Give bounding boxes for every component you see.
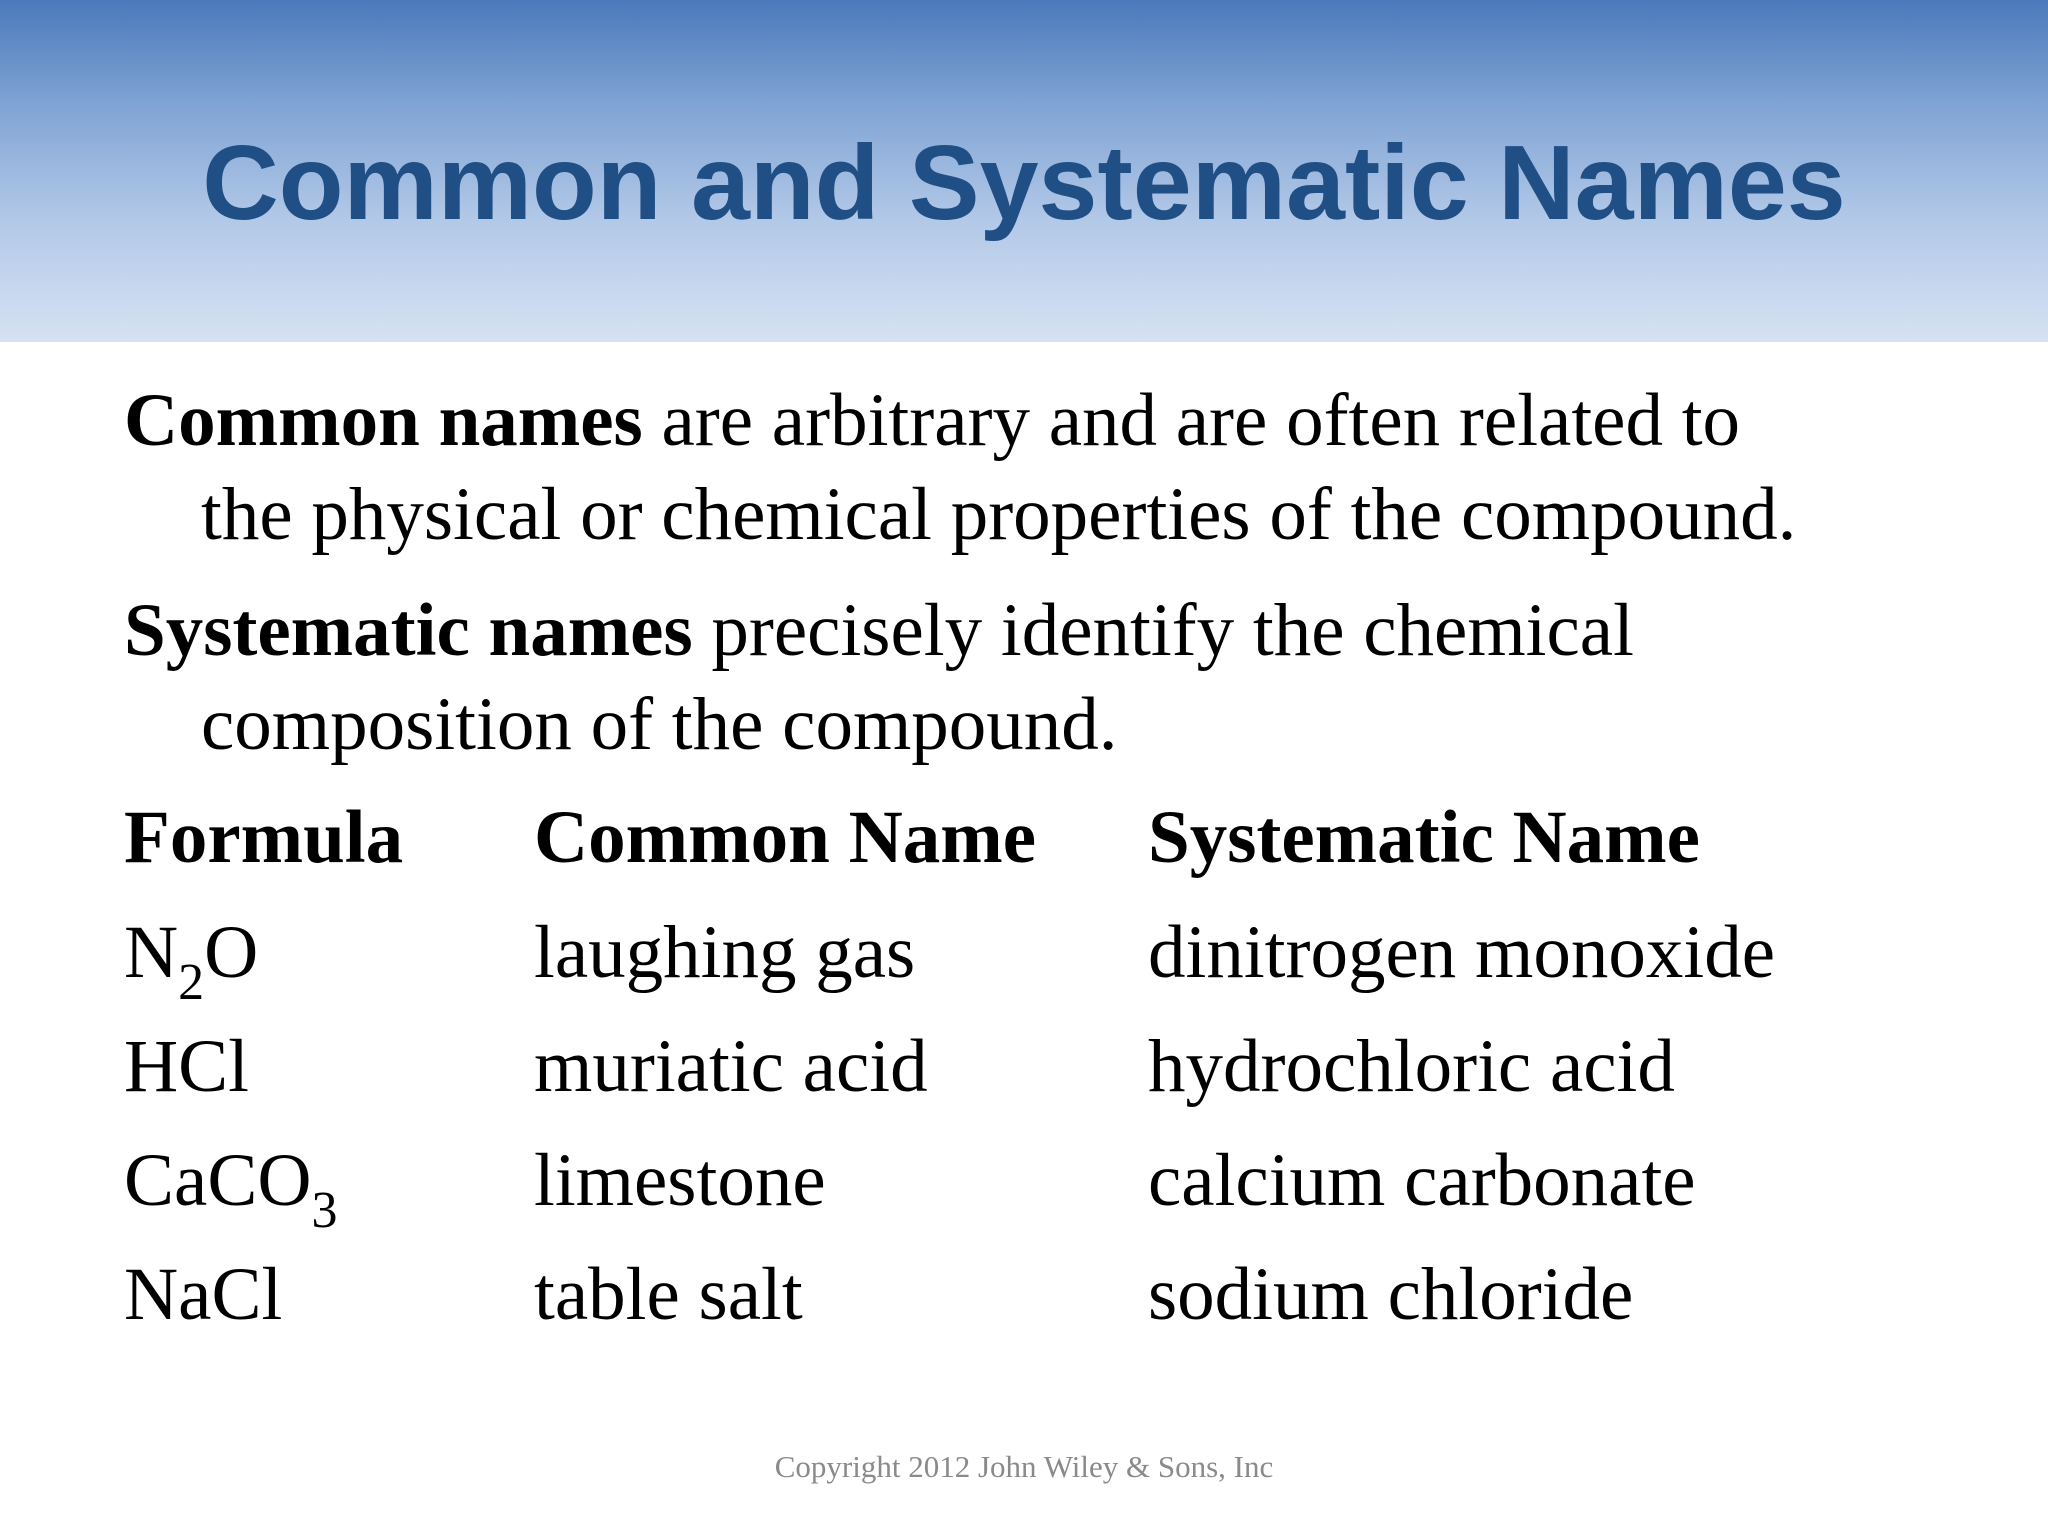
- formula-base: HCl: [124, 1025, 250, 1108]
- systematic-name-cell: calcium carbonate: [1148, 1139, 1696, 1222]
- common-name-cell: table salt: [534, 1253, 803, 1336]
- header-formula: Formula: [124, 796, 404, 879]
- paragraph-line: [124, 584, 1984, 678]
- paragraph-line: composition of the compound.: [201, 683, 1118, 766]
- term-systematic-names: Systematic names: [124, 589, 693, 672]
- paragraph-line: [124, 374, 1984, 468]
- paragraph-systematic-names: [124, 584, 1984, 772]
- systematic-name-cell: hydrochloric acid: [1148, 1025, 1675, 1108]
- formula-base: NaCl: [124, 1253, 283, 1336]
- paragraph-common-names: [124, 374, 1984, 562]
- formula-base: N: [124, 911, 179, 994]
- common-name-cell: limestone: [534, 1139, 826, 1222]
- formula-cell: [124, 911, 259, 1011]
- formula-subscript: 3: [311, 1182, 338, 1239]
- common-name-cell: muriatic acid: [534, 1025, 928, 1108]
- systematic-name-cell: sodium chloride: [1148, 1253, 1634, 1336]
- paragraph-text: precisely identify the chemical: [692, 589, 1634, 672]
- formula-tail: O: [204, 911, 259, 994]
- common-name-cell: laughing gas: [534, 911, 916, 994]
- paragraph-text: are arbitrary and are often related to: [642, 379, 1741, 462]
- formula-subscript: 2: [178, 954, 205, 1011]
- header-common-name: Common Name: [534, 796, 1037, 879]
- header-systematic-name: Systematic Name: [1148, 796, 1700, 879]
- paragraph-line: the physical or chemical properties of the compound.: [201, 473, 1797, 556]
- copyright-footer: Copyright 2012 John Wiley & Sons, Inc: [774, 1449, 1274, 1484]
- formula-cell: [124, 1025, 250, 1108]
- systematic-name-cell: dinitrogen monoxide: [1148, 911, 1775, 994]
- formula-base: CaCO: [124, 1139, 312, 1222]
- slide-title: Common and Systematic Names: [202, 124, 1846, 242]
- term-common-names: Common names: [124, 379, 643, 462]
- formula-cell: [124, 1253, 283, 1336]
- formula-cell: [124, 1139, 338, 1239]
